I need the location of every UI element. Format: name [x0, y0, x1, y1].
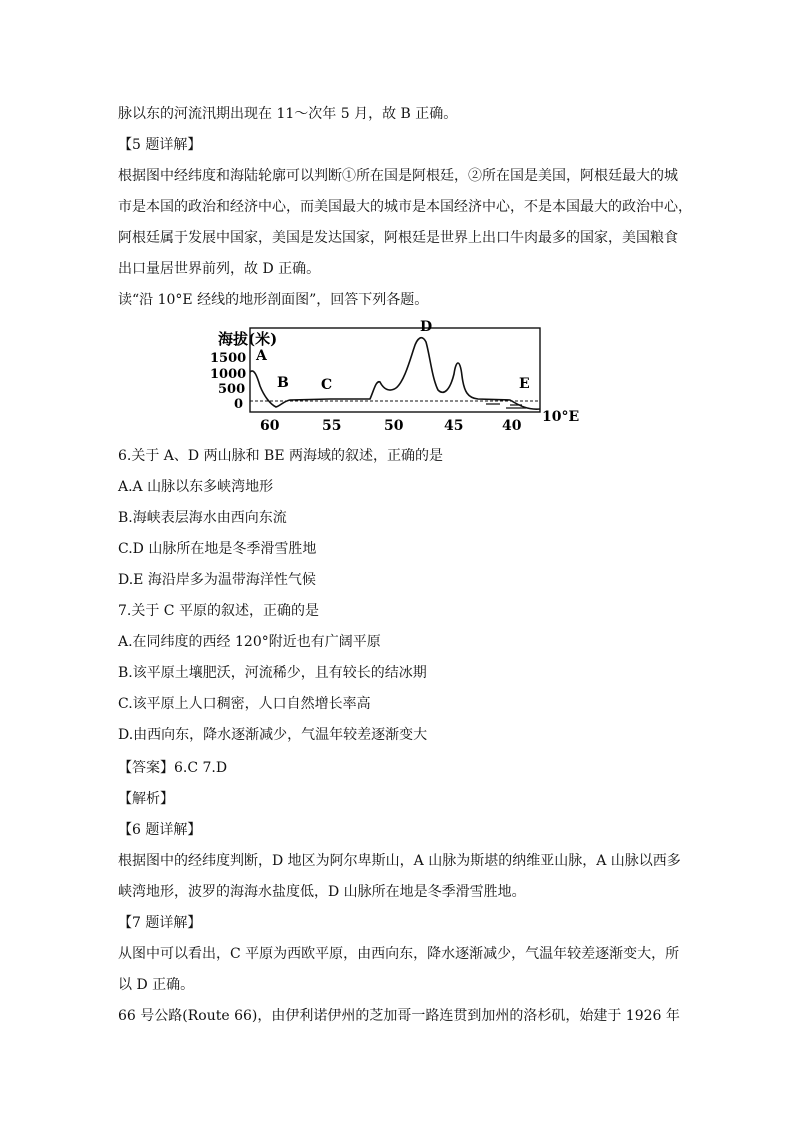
text-line: 出口量居世界前列，故 D 正确。 — [118, 261, 321, 277]
question-7: 7.关于 C 平原的叙述，正确的是 — [118, 603, 319, 619]
option-line: A.A 山脉以东多峡湾地形 — [118, 479, 274, 495]
text-line: 阿根廷属于发展中国家，美国是发达国家，阿根廷是世界上出口牛肉最多的国家，美国粮食 — [118, 230, 678, 246]
option-line: B.该平原土壤肥沃，河流稀少，且有较长的结冰期 — [118, 665, 427, 681]
label-b: B — [277, 375, 289, 391]
option-line: D.E 海沿岸多为温带海洋性气候 — [118, 572, 316, 588]
section-heading: 【5 题详解】 — [118, 137, 202, 153]
text-line: 峡湾地形，波罗的海海水盐度低，D 山脉所在地是冬季滑雪胜地。 — [118, 884, 526, 900]
text-line: 从图中可以看出，C 平原为西欧平原，由西向东，降水逐渐减少，气温年较差逐渐变大，所 — [118, 946, 680, 962]
longitude-label: 10°E — [542, 409, 580, 425]
label-d: D — [420, 320, 433, 335]
terrain-profile-line — [250, 338, 540, 409]
answer-line: 【答案】6.C 7.D — [118, 760, 228, 776]
text-line: 根据图中的经纬度判断，D 地区为阿尔卑斯山，A 山脉为斯堪的纳维亚山脉，A 山脉以西多 — [118, 853, 681, 869]
terrain-profile-figure — [210, 320, 590, 435]
section-heading: 【7 题详解】 — [118, 915, 202, 931]
x-tick-label: 40 — [502, 418, 522, 434]
option-line: C.该平原上人口稠密，人口自然增长率高 — [118, 696, 371, 712]
x-tick-label: 50 — [384, 418, 404, 434]
y-tick-label: 1000 — [210, 367, 247, 382]
text-line: 根据图中经纬度和海陆轮廓可以判断①所在国是阿根廷，②所在国是美国，阿根廷最大的城 — [118, 168, 678, 184]
option-line: B.海峡表层海水由西向东流 — [118, 510, 287, 526]
text-line: 以 D 正确。 — [118, 977, 195, 993]
y-tick-label: 500 — [218, 382, 246, 397]
y-tick-label: 1500 — [210, 351, 247, 366]
text-line: 市是本国的政治和经济中心，而美国最大的城市是本国经济中心，不是本国最大的政治中心， — [118, 199, 692, 215]
section-heading: 【6 题详解】 — [118, 822, 202, 838]
option-line: A.在同纬度的西经 120°附近也有广阔平原 — [118, 634, 381, 650]
text-line: 脉以东的河流汛期出现在 11～次年 5 月，故 B 正确。 — [118, 106, 458, 122]
x-tick-label: 55 — [322, 418, 342, 434]
text-line: 66 号公路(Route 66)，由伊利诺伊州的芝加哥一路连贯到加州的洛杉矶，始建于 1926 年 — [118, 1008, 680, 1024]
y-axis-title: 海拔(米) — [218, 330, 278, 348]
y-tick-label: 0 — [234, 397, 244, 412]
option-line: C.D 山脉所在地是冬季滑雪胜地 — [118, 541, 317, 557]
question-intro: 读“沿 10°E 经线的地形剖面图”，回答下列各题。 — [118, 292, 429, 308]
option-line: D.由西向东，降水逐渐减少，气温年较差逐渐变大 — [118, 727, 428, 743]
label-a: A — [256, 348, 267, 364]
x-tick-label: 60 — [260, 418, 280, 434]
label-e: E — [519, 376, 530, 392]
x-tick-label: 45 — [444, 418, 464, 434]
section-heading: 【解析】 — [118, 791, 174, 807]
question-6: 6.关于 A、D 两山脉和 BE 两海域的叙述，正确的是 — [118, 448, 443, 464]
label-c: C — [321, 377, 333, 393]
